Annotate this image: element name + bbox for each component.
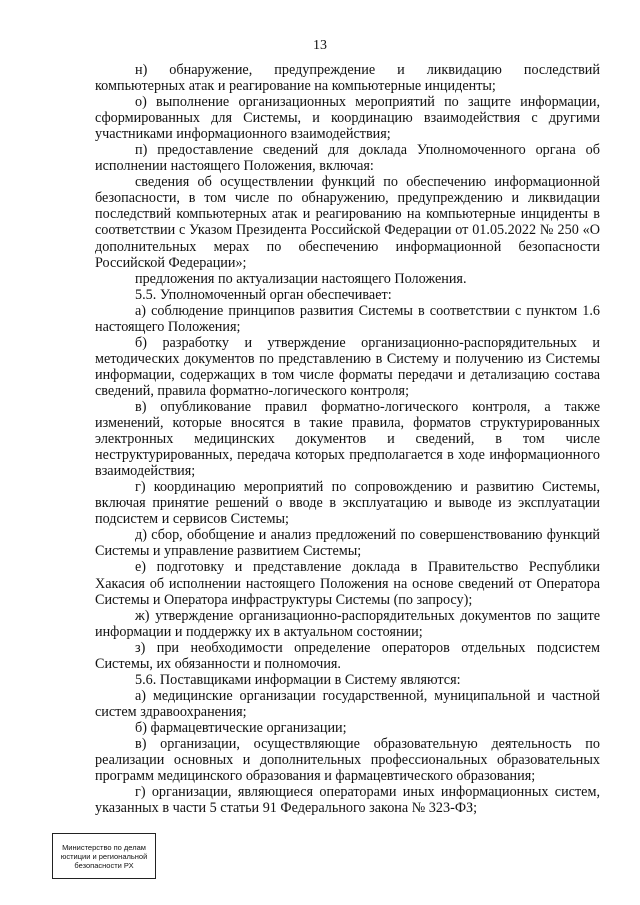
paragraph-5-5-a: а) соблюдение принципов развития Системы в соответствии с пунктом 1.6 настоящего Положения; — [95, 302, 600, 335]
stamp-line-1: Министерство по делам — [62, 842, 146, 852]
paragraph-p-details: сведения об осуществлении функций по обеспечению информационной безопасности, в том числе по обнаружению, предупреждению и ликвидации последствий компьютерных атак и реагированию на компьютерные инциденты в соответствии с Указом Президента Российской Федерации от 01.05.2022 № 250 «О дополнительных мерах по обеспечению информационной безопасности Российской Федерации»; — [95, 174, 600, 271]
paragraph-5-5-d: д) сбор, обобщение и анализ предложений по совершенствованию функций Системы и управление развитием Системы; — [95, 527, 600, 560]
ministry-stamp — [52, 833, 156, 879]
paragraph-5-5-v: в) опубликование правил форматно-логического контроля, а также изменений, которые вносятся в такие правила, форматов структурированных электронных медицинских документов и сведений, в том числе неструктурированных, передача которых предполагается в ходе информационного взаимодействия; — [95, 398, 600, 480]
paragraph-5-6-g: г) организации, являющиеся операторами иных информационных систем, указанных в части 5 статьи 91 Федерального закона № 323-ФЗ; — [95, 784, 600, 817]
section-5-5-heading: 5.5. Уполномоченный орган обеспечивает: — [135, 286, 392, 303]
stamp-line-2: юстиции и региональной — [60, 851, 148, 861]
paragraph-5-5-e: е) подготовку и представление доклада в Правительство Республики Хакасия об исполнении настоящего Положения на основе сведений от Оператора Системы и Оператора инфраструктуры Системы (по запросу); — [95, 559, 600, 608]
section-5-6-heading: 5.6. Поставщиками информации в Систему являются: — [135, 671, 461, 688]
paragraph-n: н) обнаружение, предупреждение и ликвидацию последствий компьютерных атак и реагирование на компьютерные инциденты; — [95, 62, 600, 95]
paragraph-5-5-b: б) разработку и утверждение организационно-распорядительных и методических документов по представлению в Систему и получению из Системы информации, содержащих в том числе форматы передачи и детализацию состава сведений, правила форматно-логического контроля; — [95, 334, 600, 399]
paragraph-5-5-g: г) координацию мероприятий по сопровождению и развитию Системы, включая принятие решений о вводе в эксплуатацию и выводе из эксплуатации подсистем и сервисов Системы; — [95, 479, 600, 528]
paragraph-5-6-b: б) фармацевтические организации; — [135, 719, 347, 736]
paragraph-p-proposals: предложения по актуализации настоящего Положения. — [135, 270, 467, 287]
paragraph-5-5-zh: ж) утверждение организационно-распорядительных документов по защите информации и поддержку их в актуальном состоянии; — [95, 607, 600, 640]
paragraph-5-5-z: з) при необходимости определение операторов отдельных подсистем Системы, их обязанности и полномочия. — [95, 639, 600, 672]
stamp-line-3: безопасности РХ — [74, 860, 134, 870]
paragraph-5-6-a: а) медицинские организации государственной, муниципальной и частной систем здравоохранения; — [95, 687, 600, 720]
document-body — [95, 62, 600, 816]
paragraph-5-6-v: в) организации, осуществляющие образовательную деятельность по реализации основных и дополнительных профессиональных образовательных программ медицинского образования и фармацевтического образования; — [95, 735, 600, 785]
paragraph-o: о) выполнение организационных мероприятий по защите информации, сформированных для Системы, и координацию взаимодействия с другими участниками информационного взаимодействия; — [95, 94, 600, 143]
page-number: 13 — [313, 38, 327, 53]
paragraph-p: п) предоставление сведений для доклада Уполномоченного органа об исполнении настоящего Положения, включая: — [95, 142, 600, 175]
